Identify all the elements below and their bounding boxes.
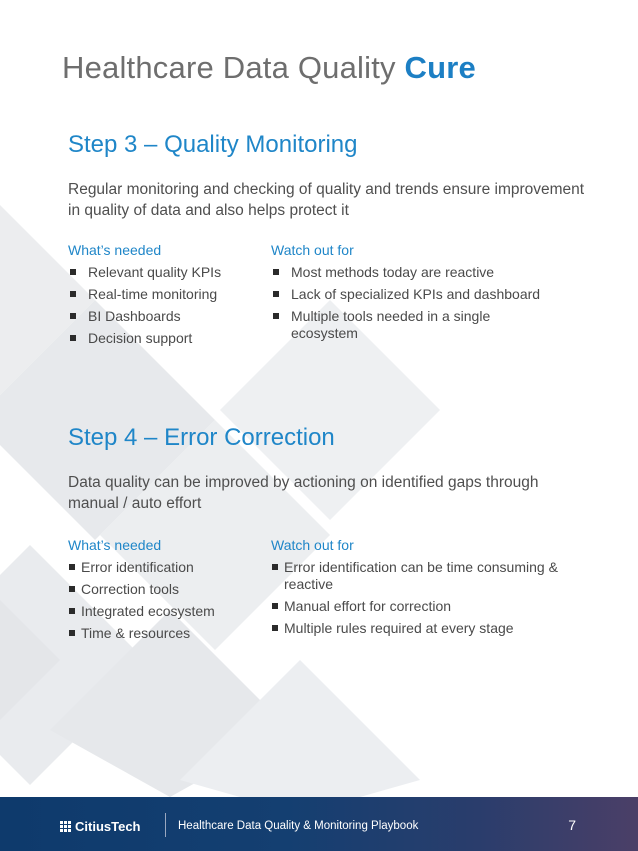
step-3-watch-list [271,264,571,342]
step-3-watch-heading: Watch out for [271,242,354,258]
list-item: Relevant quality KPIs [68,264,258,281]
footer-bar [0,797,638,851]
step-3-needed-heading: What’s needed [68,242,162,258]
citiustech-logo [60,819,141,834]
step-3-needed-column [68,242,258,352]
step-4-watch-heading: Watch out for [271,537,354,553]
list-item: Decision support [68,330,258,347]
page-number: 7 [568,817,576,833]
step-4-watch-list [271,559,571,637]
step-4-watch-column [271,537,571,642]
footer-divider [165,813,166,837]
step-3-watch-column [271,242,571,347]
list-item: Manual effort for correction [271,598,571,615]
footer-document-title: Healthcare Data Quality & Monitoring Playbook [178,820,419,832]
step-3-needed-list [68,264,258,347]
step-3-description: Regular monitoring and checking of quality and trends ensure improvement in quality of data and also helps protect it [68,181,585,219]
list-item: Lack of specialized KPIs and dashboard [271,286,571,303]
page-title [62,50,476,86]
page-title-accent: Cure [404,50,476,85]
list-item: Most methods today are reactive [271,264,571,281]
list-item: Integrated ecosystem [68,603,258,620]
step-4-needed-heading: What’s needed [68,537,162,553]
step-4-needed-list [68,559,258,642]
list-item: BI Dashboards [68,308,258,325]
list-item: Multiple tools needed in a single ecosystem [271,308,521,342]
list-item: Multiple rules required at every stage [271,620,571,637]
list-item: Error identification can be time consuming & reactive [271,559,571,593]
step-4-heading: Step 4 – Error Correction [68,424,335,451]
list-item: Error identification [68,559,258,576]
step-3-heading: Step 3 – Quality Monitoring [68,131,358,158]
step-4-description: Data quality can be improved by actioning on identified gaps through manual / auto effort [68,474,539,512]
page-title-prefix: Healthcare Data Quality [62,50,405,85]
logo-text: CitiusTech [75,819,141,834]
step-4-needed-column [68,537,258,647]
list-item: Time & resources [68,625,258,642]
logo-grid-icon [60,821,71,832]
list-item: Correction tools [68,581,258,598]
list-item: Real-time monitoring [68,286,258,303]
